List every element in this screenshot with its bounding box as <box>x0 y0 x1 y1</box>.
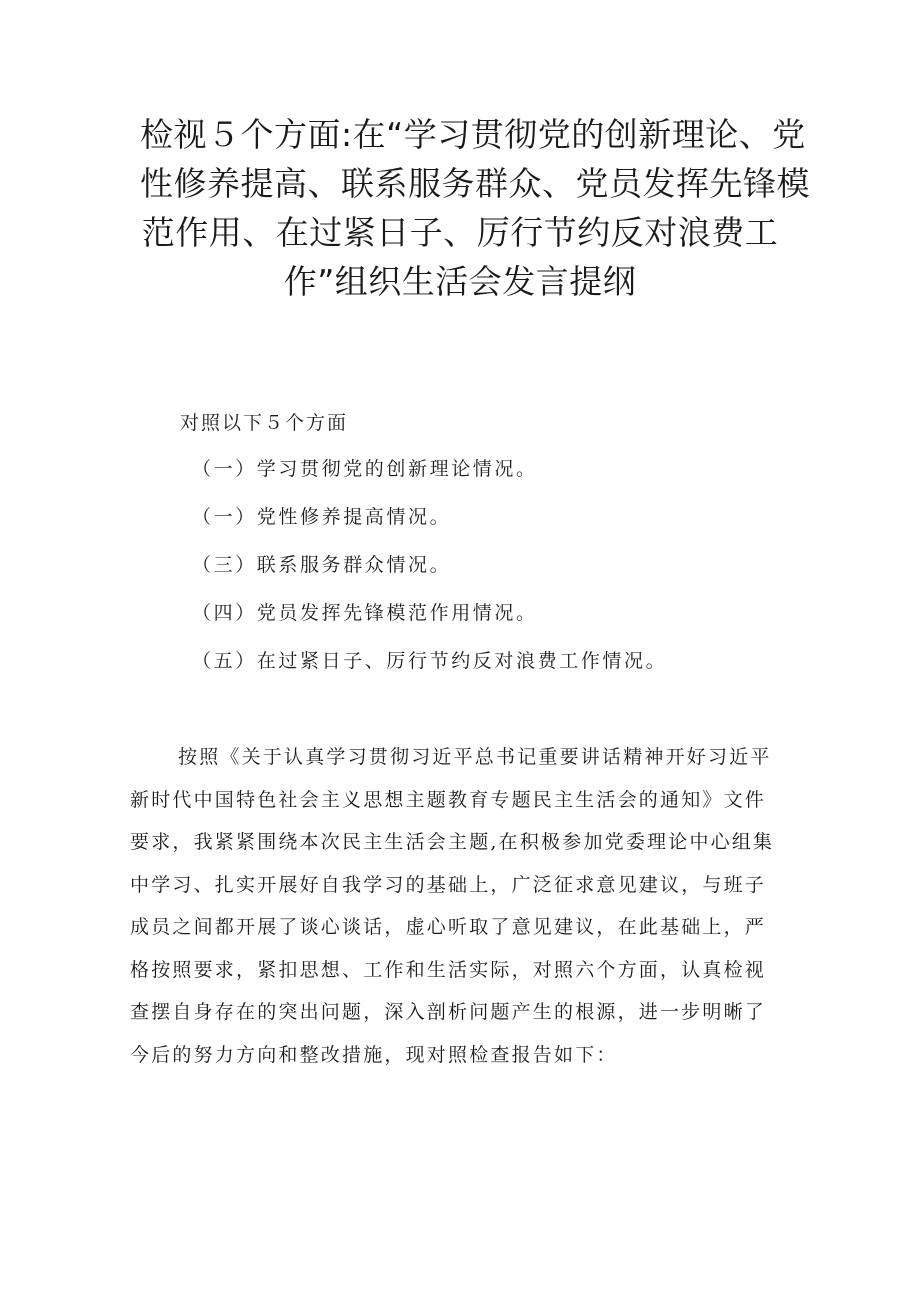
body-paragraph <box>130 742 790 1082</box>
intro-text: 对照以下５个方面 <box>180 412 349 434</box>
title-line: 检视５个方面:在“学习贯彻党的创新理论、党 <box>140 115 806 154</box>
paragraph-line: 中学习、扎实开展好自我学习的基础上，广泛征求意见建议，与班子 <box>130 873 767 896</box>
title-line: 作”组织生活会发言提纲 <box>283 262 637 301</box>
aspect-item-4: （四）党员发挥先锋模范作用情况。 <box>192 602 538 624</box>
paragraph-line: 按照《关于认真学习贯彻习近平总书记重要讲话精神开好习近平 <box>178 746 772 768</box>
aspect-item-2: （一）党性修养提高情况。 <box>192 506 452 528</box>
paragraph-line: 新时代中国特色社会主义思想主题教育专题民主生活会的通知》文件 <box>130 788 767 811</box>
paragraph-line: 成员之间都开展了谈心谈话，虚心听取了意见建议，在此基础上，严 <box>130 916 767 938</box>
aspect-item-5: （五）在过紧日子、厉行节约反对浪费工作情况。 <box>192 650 668 672</box>
paragraph-line: 今后的努力方向和整改措施，现对照检查报告如下： <box>130 1043 618 1066</box>
paragraph-line: 要求，我紧紧围绕本次民主生活会主题,在积极参加党委理论中心组集 <box>130 831 775 853</box>
document-title <box>140 110 810 306</box>
title-line: 性修养提高、联系服务群众、党员发挥先锋模 <box>140 164 810 203</box>
aspect-item-3: （三）联系服务群众情况。 <box>192 554 452 576</box>
paragraph-line: 格按照要求，紧扣思想、工作和生活实际，对照六个方面，认真检视 <box>130 958 767 981</box>
title-line: 范作用、在过紧日子、厉行节约反对浪费工 <box>141 213 779 252</box>
paragraph-line: 查摆自身存在的突出问题，深入剖析问题产生的根源，进一步明晰了 <box>130 1001 767 1023</box>
aspects-list <box>192 456 667 696</box>
aspect-item-1: （一）学习贯彻党的创新理论情况。 <box>192 458 538 480</box>
